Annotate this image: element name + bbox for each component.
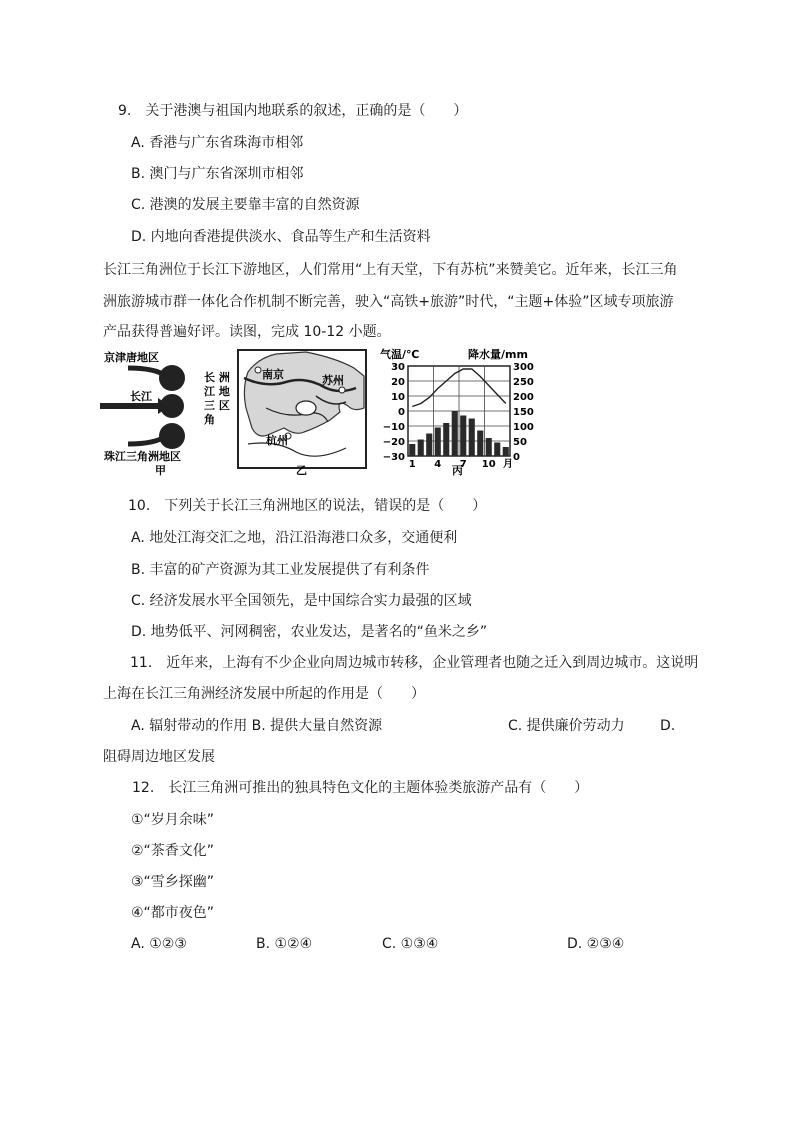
precip-bar [460, 416, 466, 457]
precip-tick-label: 150 [513, 407, 534, 418]
q12-option-b: B. ①②④ [256, 936, 313, 952]
yi-caption: 乙 [296, 464, 307, 476]
month-unit-label: 月 [503, 459, 513, 470]
precip-bar [494, 443, 500, 457]
precip-bar [469, 419, 475, 457]
q11-option-d-label: D. [660, 718, 676, 734]
bing-caption: 丙 [452, 464, 463, 476]
bing-left-ticks [383, 362, 405, 463]
jia-river-label: 长江 [130, 390, 152, 403]
figure-bing-chart [376, 348, 548, 476]
q9-stem: 9. 关于港澳与祖国内地联系的叙述，正确的是（ ） [118, 103, 468, 119]
temp-tick-label: −30 [382, 452, 405, 463]
q12-item-1: ①“岁月余味” [131, 812, 215, 828]
q10-option-b: B. 丰富的矿产资源为其工业发展提供了有利条件 [131, 562, 430, 578]
precip-tick-label: 50 [513, 437, 527, 448]
map-city-suzhou: 苏州 [322, 374, 344, 387]
precip-bar [409, 444, 415, 456]
svg-text:三 区: 三 区 [204, 399, 230, 412]
q9-option-c: C. 港澳的发展主要靠丰富的自然资源 [131, 197, 360, 213]
precip-bar [426, 434, 432, 457]
svg-text:角: 角 [204, 413, 215, 426]
q12-item-3: ③“雪乡探幽” [131, 874, 215, 890]
temp-tick-label: 0 [398, 407, 405, 418]
q12-item-2: ②“茶香文化” [131, 843, 215, 859]
temp-tick-label: 30 [391, 362, 405, 373]
precip-tick-label: 0 [513, 452, 520, 463]
jia-caption: 甲 [155, 464, 166, 476]
month-tick-label: 4 [434, 459, 442, 470]
jia-circle-top [159, 365, 185, 391]
q11-stem-2: 上海在长江三角洲经济发展中所起的作用是（ ） [103, 686, 425, 702]
q10-stem: 10. 下列关于长江三角洲地区的说法，错误的是（ ） [128, 498, 487, 514]
precip-tick-label: 300 [513, 362, 534, 373]
q12-option-d: D. ②③④ [567, 936, 625, 952]
q9-option-a: A. 香港与广东省珠海市相邻 [131, 135, 304, 151]
map-city-dot-suzhou [339, 387, 345, 393]
q12-item-4: ④“都市夜色” [131, 905, 215, 921]
q9-option-d: D. 内地向香港提供淡水、食品等生产和生活资料 [131, 229, 431, 245]
jia-circle-bottom [159, 423, 185, 449]
q10-option-d: D. 地势低平、河网稠密，农业发达，是著名的“鱼米之乡” [131, 624, 488, 640]
q9-option-b: B. 澳门与广东省深圳市相邻 [131, 166, 304, 182]
precip-bar [443, 423, 449, 456]
jia-top-label: 京津唐地区 [104, 351, 159, 364]
precip-bar [418, 440, 424, 457]
q12-option-c: C. ①③④ [382, 936, 439, 952]
q12-option-a: A. ①②③ [131, 936, 187, 952]
map-city-hangzhou: 杭州 [266, 434, 288, 447]
q10-option-c: C. 经济发展水平全国领先，是中国综合实力最强的区域 [131, 593, 472, 609]
temp-tick-label: 10 [391, 392, 405, 403]
precip-bar [452, 411, 458, 456]
jia-region-label [203, 370, 230, 426]
precip-bar [503, 447, 509, 456]
svg-text:长 洲: 长 洲 [204, 371, 230, 384]
q11-option-ab: A. 辐射带动的作用 B. 提供大量自然资源 [131, 718, 383, 734]
figure-group [100, 348, 548, 476]
map-city-nanjing: 南京 [262, 368, 284, 381]
intro-line-1: 长江三角洲位于长江下游地区，人们常用“上有天堂，下有苏杭”来赞美它。近年来，长江三角 [103, 262, 678, 278]
map-lake [296, 401, 316, 415]
month-tick-label: 1 [408, 459, 416, 470]
precip-bar [435, 428, 441, 457]
map-city-dot-nanjing [255, 367, 261, 373]
month-tick-label: 10 [481, 459, 496, 470]
intro-line-3: 产品获得普遍好评。读图，完成 10-12 小题。 [103, 324, 391, 340]
precip-bar [486, 438, 492, 456]
temp-tick-label: 20 [391, 377, 405, 388]
q11-option-d-text: 阻碍周边地区发展 [103, 749, 215, 765]
temp-tick-label: −10 [382, 422, 405, 433]
q11-stem: 11. 近年来，上海有不少企业向周边城市转移，企业管理者也随之迁入到周边城市。这说明 [130, 655, 699, 671]
q10-option-a: A. 地处江海交汇之地，沿江沿海港口众多，交通便利 [131, 530, 458, 546]
month-tick-label: 7 [459, 459, 467, 470]
intro-line-2: 洲旅游城市群一体化合作机制不断完善，驶入“高铁+旅游”时代，“主题+体验”区域专项旅游 [103, 294, 674, 310]
q11-option-c: C. 提供廉价劳动力 [508, 718, 625, 734]
bing-temp-label: 气温/℃ [380, 348, 420, 361]
jia-circle-mid [160, 394, 184, 418]
jia-bottom-label: 珠江三角洲地区 [104, 450, 181, 463]
precip-bar [477, 431, 483, 457]
svg-text:江 地: 江 地 [204, 385, 230, 398]
precip-tick-label: 200 [513, 392, 534, 403]
q12-stem: 12. 长江三角洲可推出的独具特色文化的主题体验类旅游产品有（ ） [132, 780, 589, 796]
figure-yi-map [236, 348, 370, 476]
precip-tick-label: 250 [513, 377, 534, 388]
precip-tick-label: 100 [513, 422, 534, 433]
bing-precip-label: 降水量/mm [468, 348, 528, 361]
figure-jia [100, 348, 235, 476]
temp-tick-label: −20 [382, 437, 405, 448]
bing-right-ticks [513, 362, 534, 463]
